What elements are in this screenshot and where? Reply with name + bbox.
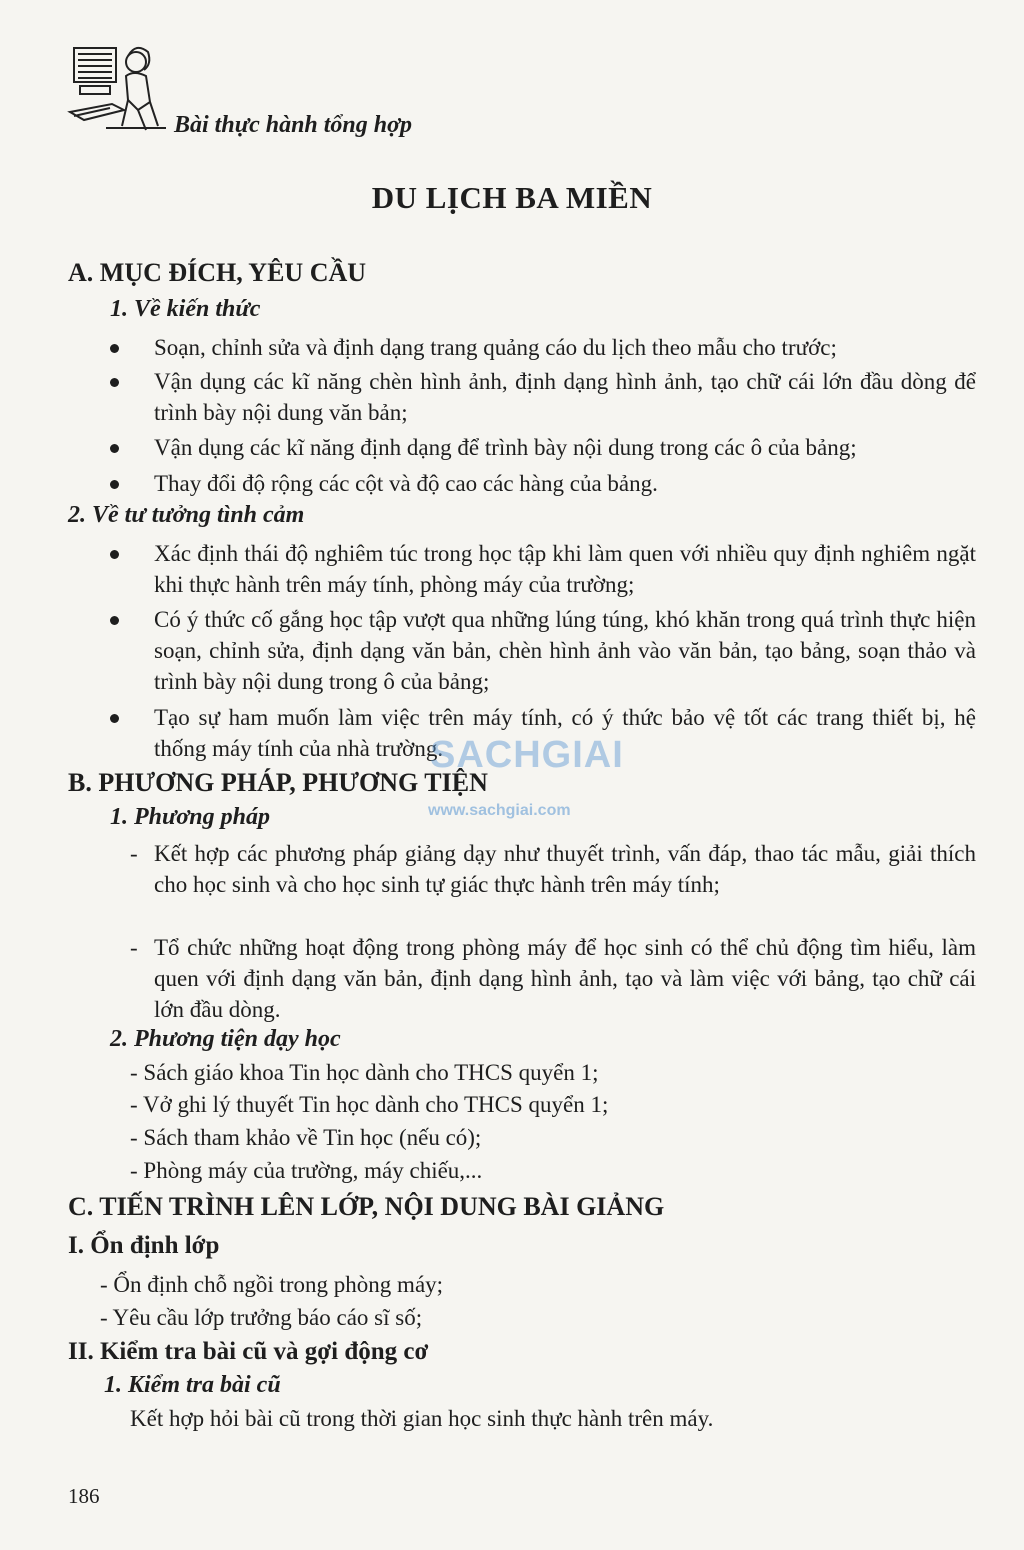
bullet-icon (110, 344, 119, 353)
section-a2-heading: 2. Về tư tưởng tình cảm (68, 502, 305, 528)
list-item: Soạn, chỉnh sửa và định dạng trang quảng cáo du lịch theo mẫu cho trước; (110, 332, 976, 363)
section-c-heading: C. TIẾN TRÌNH LÊN LỚP, NỘI DUNG BÀI GIẢNG (68, 1192, 665, 1221)
list-item: Vận dụng các kĩ năng chèn hình ảnh, định dạng hình ảnh, tạo chữ cái lớn đầu dòng để trình bày nội dung văn bản; (110, 366, 976, 428)
paragraph: Kết hợp hỏi bài cũ trong thời gian học sinh thực hành trên máy. (130, 1406, 714, 1431)
list-item: - Kết hợp các phương pháp giảng dạy như thuyết trình, vấn đáp, thao tác mẫu, giải thích cho học sinh và cho học sinh tự giác thực hành trên máy tính; (130, 841, 976, 897)
computer-user-icon (66, 40, 170, 136)
list-item: - Sách tham khảo về Tin học (nếu có); (130, 1125, 482, 1150)
list-item: Có ý thức cố gắng học tập vượt qua những lúng túng, khó khăn trong quá trình thực hiện soạn, chỉnh sửa, định dạng văn bản, chèn hình ảnh vào văn bản, tạo bảng, soạn thảo và trình bày nội dung trong ô của bảng; (110, 604, 976, 697)
section-b-heading: B. PHƯƠNG PHÁP, PHƯƠNG TIỆN (68, 768, 488, 797)
bullet-icon (110, 714, 119, 723)
page-title: DU LỊCH BA MIỀN (371, 180, 653, 215)
list-item: - Vở ghi lý thuyết Tin học dành cho THCS quyển 1; (130, 1092, 609, 1117)
section-c2-heading: II. Kiểm tra bài cũ và gợi động cơ (68, 1338, 429, 1365)
page-number: 186 (68, 1484, 100, 1508)
list-item: Tạo sự ham muốn làm việc trên máy tính, có ý thức bảo vệ tốt các trang thiết bị, hệ thống máy tính của nhà trường. (110, 702, 976, 764)
bullet-icon (110, 480, 119, 489)
bullet-icon (110, 444, 119, 453)
list-item: - Yêu cầu lớp trưởng báo cáo sĩ số; (100, 1305, 423, 1330)
watermark-logo: SACHGIAI www.sachgiai.com (428, 734, 624, 819)
section-a1-heading: 1. Về kiến thức (110, 296, 261, 322)
list-item: Thay đổi độ rộng các cột và độ cao các hàng của bảng. (110, 468, 976, 499)
section-b1-heading: 1. Phương pháp (110, 804, 270, 830)
section-c2-1-heading: 1. Kiểm tra bài cũ (104, 1372, 281, 1398)
list-item: Vận dụng các kĩ năng định dạng để trình bày nội dung trong các ô của bảng; (110, 432, 976, 463)
section-b2-heading: 2. Phương tiện dạy học (110, 1026, 341, 1052)
list-item: - Tổ chức những hoạt động trong phòng máy để học sinh có thể chủ động tìm hiểu, làm quen với định dạng văn bản, định dạng hình ảnh, tạo và làm việc với bảng, tạo chữ cái lớn đầu dòng. (130, 935, 976, 1022)
list-item: Xác định thái độ nghiêm túc trong học tập khi làm quen với nhiều quy định nghiêm ngặt khi thực hành trên máy tính, phòng máy của trường; (110, 538, 976, 600)
chapter-header-label: Bài thực hành tổng hợp (174, 112, 413, 138)
bullet-icon (110, 378, 119, 387)
bullet-icon (110, 616, 119, 625)
bullet-icon (110, 550, 119, 559)
section-c1-heading: I. Ổn định lớp (68, 1232, 220, 1259)
list-item: - Phòng máy của trường, máy chiếu,... (130, 1158, 483, 1183)
list-item: - Sách giáo khoa Tin học dành cho THCS quyển 1; (130, 1060, 599, 1085)
list-item: - Ổn định chỗ ngồi trong phòng máy; (100, 1272, 444, 1297)
section-a-heading: A. MỤC ĐÍCH, YÊU CẦU (68, 258, 367, 287)
